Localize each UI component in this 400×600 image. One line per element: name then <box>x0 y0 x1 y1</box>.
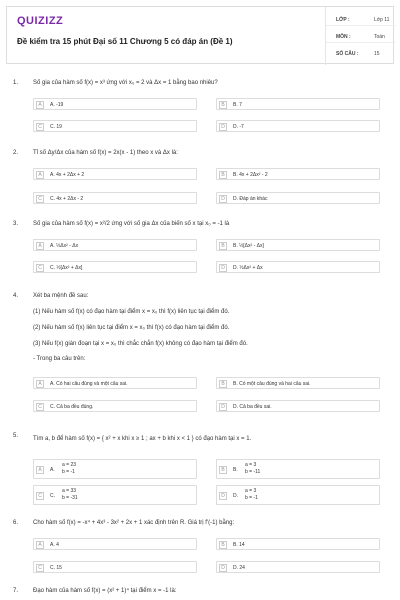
option-text: B. 7 <box>233 102 242 108</box>
system-line: b = -1 <box>245 495 258 501</box>
question-text: Đạo hàm của hàm số f(x) = (x² + 1)⁴ tại điểm x = -1 là: <box>33 588 177 594</box>
option-c[interactable] <box>33 120 197 132</box>
option-letter: A <box>36 466 44 474</box>
option-c[interactable] <box>33 192 197 204</box>
option-d[interactable] <box>216 261 380 273</box>
option-system <box>245 488 258 502</box>
option-text: A. <box>50 467 55 473</box>
option-system <box>245 462 260 476</box>
option-text: C. ½[Δx² + Δx] <box>50 265 83 271</box>
meta-value: Lớp 11 <box>374 17 390 23</box>
question-number: 1. <box>13 80 19 86</box>
question-number: 6. <box>13 520 19 526</box>
option-text: D. Đáp án khác <box>233 196 268 202</box>
question-number: 3. <box>13 221 19 227</box>
option-text: A. 4x + 2Δx + 2 <box>50 172 85 178</box>
option-text: A. 4 <box>50 542 59 548</box>
meta-label: SỐ CÂU : <box>336 51 359 57</box>
statement-line: - Trong ba câu trên: <box>33 356 86 362</box>
option-text: A. ½Δx² - Δx <box>50 243 79 249</box>
question-text: Tìm a, b để hàm số f(x) = { x² + x khi x ≥ 1 ; ax + b khi x < 1 } có đạo hàm tại x = 1. <box>33 436 252 442</box>
option-text: D. <box>233 493 238 499</box>
option-letter: C <box>36 123 44 131</box>
option-text: C. 15 <box>50 565 62 571</box>
option-c[interactable] <box>33 485 197 505</box>
option-letter: B <box>219 171 227 179</box>
system-line: a = 3 <box>245 488 257 494</box>
system-line: b = -31 <box>62 495 78 501</box>
option-letter: A <box>36 242 44 250</box>
option-c[interactable] <box>33 561 197 573</box>
option-d[interactable] <box>216 485 380 505</box>
option-letter: D <box>219 264 227 272</box>
question-text: Số gia của hàm số f(x) = x²/2 ứng với số gia Δx của biến số x tại x₀ = -1 là <box>33 221 230 227</box>
option-a[interactable] <box>33 168 197 180</box>
option-b[interactable] <box>216 538 380 550</box>
option-letter: C <box>36 195 44 203</box>
question-number: 2. <box>13 150 19 156</box>
option-text: D. ½Δx² + Δx <box>233 265 263 271</box>
quizizz-logo[interactable] <box>17 15 63 27</box>
option-system <box>62 488 78 502</box>
option-d[interactable] <box>216 120 380 132</box>
meta-subject-row <box>326 26 396 43</box>
option-letter: D <box>219 564 227 572</box>
statement-line: (3) Nếu f(x) gián đoạn tại x = x₀ thì chắc chắn f(x) không có đạo hàm tại điểm đó. <box>33 341 248 347</box>
option-letter: A <box>36 541 44 549</box>
question-number: 7. <box>13 588 19 594</box>
option-text: D. 24 <box>233 565 245 571</box>
option-text: D. Cả ba đều sai. <box>233 404 272 410</box>
question-number: 4. <box>13 293 19 299</box>
option-d[interactable] <box>216 192 380 204</box>
option-text: B. Có một câu đúng và hai câu sai. <box>233 381 311 387</box>
system-line: a = 3 <box>245 462 257 468</box>
question-text: Số gia của hàm số f(x) = x³ ứng với x₀ = 2 và Δx = 1 bằng bao nhiêu? <box>33 80 218 86</box>
meta-label: LỚP : <box>336 17 350 23</box>
option-system <box>62 462 76 476</box>
question-number: 5. <box>13 433 19 439</box>
option-a[interactable] <box>33 239 197 251</box>
option-c[interactable] <box>33 261 197 273</box>
meta-value: Toán <box>374 34 385 40</box>
option-letter: C <box>36 403 44 411</box>
option-letter: C <box>36 564 44 572</box>
option-letter: D <box>219 403 227 411</box>
option-text: B. <box>233 467 238 473</box>
question-text: Cho hàm số f(x) = -x⁴ + 4x³ - 3x² + 2x + 1 xác định trên R. Giá trị f'(-1) bằng: <box>33 520 235 526</box>
option-b[interactable] <box>216 377 380 389</box>
option-letter: D <box>219 492 227 500</box>
question-text: Tỉ số Δy/Δx của hàm số f(x) = 2x(x - 1) theo x và Δx là: <box>33 150 178 156</box>
option-letter: B <box>219 101 227 109</box>
option-c[interactable] <box>33 400 197 412</box>
option-a[interactable] <box>33 98 197 110</box>
option-text: C. 4x + 2Δx - 2 <box>50 196 84 202</box>
option-text: A. Có hai câu đúng và một câu sai. <box>50 381 128 387</box>
option-letter: D <box>219 123 227 131</box>
option-letter: D <box>219 195 227 203</box>
option-a[interactable] <box>33 377 197 389</box>
option-b[interactable] <box>216 168 380 180</box>
system-line: b = -11 <box>245 469 261 475</box>
option-b[interactable] <box>216 459 380 479</box>
question-text: Xét ba mệnh đề sau: <box>33 293 89 299</box>
option-letter: B <box>219 380 227 388</box>
statement-line: (1) Nếu hàm số f(x) có đạo hàm tại điểm x = x₀ thì f(x) liên tục tại điểm đó. <box>33 309 230 315</box>
option-d[interactable] <box>216 400 380 412</box>
option-text: A. -19 <box>50 102 64 108</box>
option-letter: A <box>36 171 44 179</box>
option-letter: C <box>36 264 44 272</box>
logo-text: QUIZIZZ <box>17 15 64 27</box>
option-letter: C <box>36 492 44 500</box>
option-text: B. ½[Δx² - Δx] <box>233 243 264 249</box>
statement-line: (2) Nếu hàm số f(x) liên tục tại điểm x = x₀ thì f(x) có đạo hàm tại điểm đó. <box>33 325 230 331</box>
option-d[interactable] <box>216 561 380 573</box>
option-letter: B <box>219 466 227 474</box>
system-line: a = 33 <box>62 488 77 494</box>
meta-class-row <box>326 9 396 26</box>
document-title: Đề kiểm tra 15 phút Đại số 11 Chương 5 có đáp án (Đề 1) <box>17 37 233 46</box>
option-letter: A <box>36 101 44 109</box>
document-header <box>6 6 394 64</box>
option-text: C. Cả ba đều đúng. <box>50 404 94 410</box>
system-line: b = -1 <box>62 469 75 475</box>
option-b[interactable] <box>216 239 380 251</box>
option-letter: A <box>36 380 44 388</box>
option-text: C. 19 <box>50 124 62 130</box>
option-letter: B <box>219 242 227 250</box>
option-text: B. 4x + 2Δx² - 2 <box>233 172 268 178</box>
system-line: a = 23 <box>62 462 77 468</box>
meta-label: MÔN : <box>336 34 351 40</box>
option-letter: B <box>219 541 227 549</box>
option-text: B. 14 <box>233 542 245 548</box>
meta-panel <box>325 7 395 65</box>
option-text: C. <box>50 493 55 499</box>
option-a[interactable] <box>33 459 197 479</box>
meta-count-row <box>326 43 396 60</box>
option-text: D. -7 <box>233 124 244 130</box>
option-a[interactable] <box>33 538 197 550</box>
option-b[interactable] <box>216 98 380 110</box>
meta-value: 15 <box>374 51 380 57</box>
